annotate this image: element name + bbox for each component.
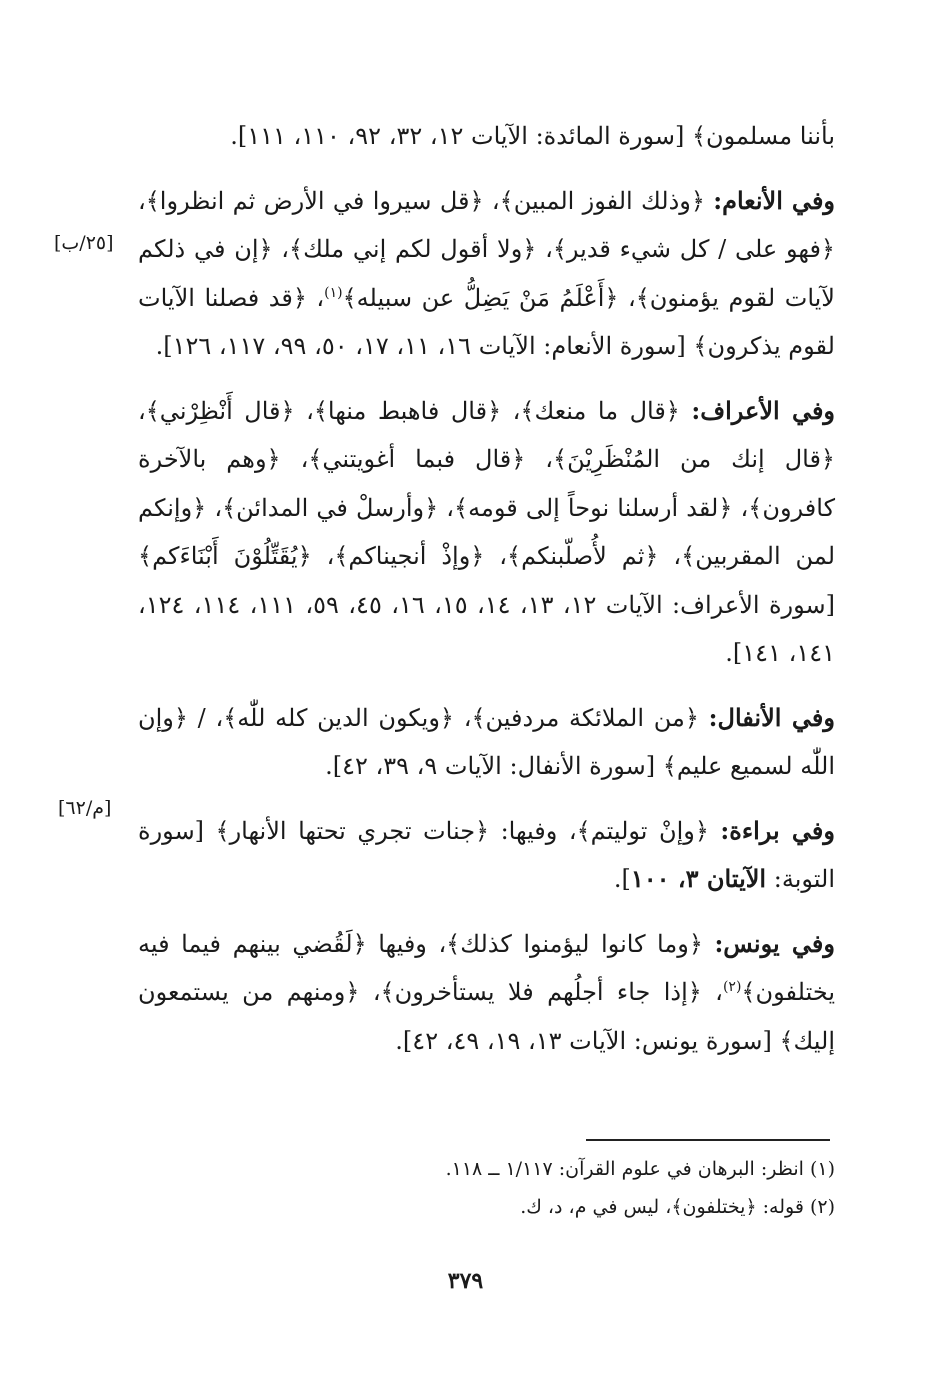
margin-reference: [٢٥/ب] — [54, 232, 114, 254]
paragraph-text: بأننا مسلمون﴾ [سورة المائدة: الآيات ١٢، ٣٢، ٩٢، ١١٠، ١١١]. — [230, 122, 835, 150]
paragraph-anfal — [138, 694, 835, 791]
paragraph-text: ﴿قال ما منعك﴾، ﴿قال فاهبط منها﴾، ﴿قال أَنْظِرْني﴾، ﴿قال إنك من المُنْظَرِيْنَ﴾، ﴿قال فبما أغويتني﴾، ﴿وهم بالآخرة كافرون﴾، ﴿لقد أرسلنا نوحاً إلى قومه﴾، ﴿وأرسلْ في المدائن﴾، ﴿وإنكم لمن المقربين﴾، ﴿ثم لأُصلّبنكم﴾، ﴿وإذْ أنجيناكم﴾، ﴿يُقَتِّلُوْنَ أَبْنَاءَكم﴾ [سورة الأعراف: الآيات ١٢، ١٣، ١٤، ١٥، ١٦، ٤٥، ٥٩، ١١١، ١١٤، ١٢٤، ١٤١، ١٤١]. — [138, 396, 836, 667]
surah-heading: وفي الأنعام: — [713, 185, 836, 215]
margin-reference: [م/٦٢] — [58, 797, 112, 819]
verse-numbers: الآيتان ٣، ١٠٠ — [630, 864, 767, 893]
paragraph-tail: ، ﴿قد فصلنا الآيات لقوم يذكرون﴾ [سورة الأنعام: الآيات ١٦، ١١، ١٧، ٥٠، ٩٩، ١١٧، ١٢٦]. — [138, 283, 835, 360]
surah-heading: وفي الأنفال: — [708, 702, 835, 732]
paragraph-tail: ]. — [613, 865, 631, 893]
paragraph-text: ﴿وإنْ توليتم﴾، وفيها: ﴿جنات تجري تحتها الأنهار﴾ [سورة التوبة: — [138, 816, 835, 893]
paragraph-baraah — [138, 807, 835, 904]
paragraph-text: ﴿وذلك الفوز المبين﴾، ﴿قل سيروا في الأرض ثم انظروا﴾، ﴿فهو على / كل شيء قدير﴾، ﴿ولا أقول لكم إني ملك﴾، ﴿إن في ذلكم لآيات لقوم يؤمنون﴾، ﴿أَعْلَمُ مَنْ يَضِلُّ عن سبيله﴾ — [138, 186, 835, 312]
footnote-separator — [586, 1139, 830, 1141]
footnote-marker: (١) — [324, 284, 343, 301]
main-text — [138, 112, 835, 1081]
footnote-marker: (٢) — [722, 979, 742, 995]
surah-heading: وفي براءة: — [720, 815, 835, 845]
paragraph-anam — [138, 177, 835, 371]
paragraph-maidah-end — [138, 112, 835, 161]
paragraph-text: ﴿من الملائكة مردفين﴾، ﴿ويكون الدين كله للّٰه﴾، / ﴿وإن اللّٰه لسميع عليم﴾ [سورة الأنفال: الآيات ٩، ٣٩، ٤٢]. — [138, 703, 835, 780]
paragraph-araf — [138, 387, 835, 678]
paragraph-yunus — [138, 920, 835, 1066]
footnote-2: (٢) قوله: ﴿يختلفون﴾، ليس في م، د، ك. — [520, 1196, 835, 1218]
page-number: ٣٧٩ — [447, 1268, 484, 1294]
surah-heading: وفي يونس: — [714, 928, 835, 958]
surah-heading: وفي الأعراف: — [691, 395, 836, 425]
paragraph-text: ﴿وما كانوا ليؤمنوا كذلك﴾، وفيها ﴿لَقُضي بينهم فيما فيه يختلفون﴾ — [138, 929, 835, 1006]
paragraph-tail: ، ﴿إذا جاء أجلُهم فلا يستأخرون﴾، ﴿ومنهم من يستمعون إليك﴾ [سورة يونس: الآيات ١٣، ١٩، ٤٩، ٤٢]. — [138, 978, 835, 1055]
footnote-1: (١) انظر: البرهان في علوم القرآن: ١/١١٧ ــ ١١٨. — [445, 1158, 835, 1180]
footnotes — [138, 1150, 835, 1226]
